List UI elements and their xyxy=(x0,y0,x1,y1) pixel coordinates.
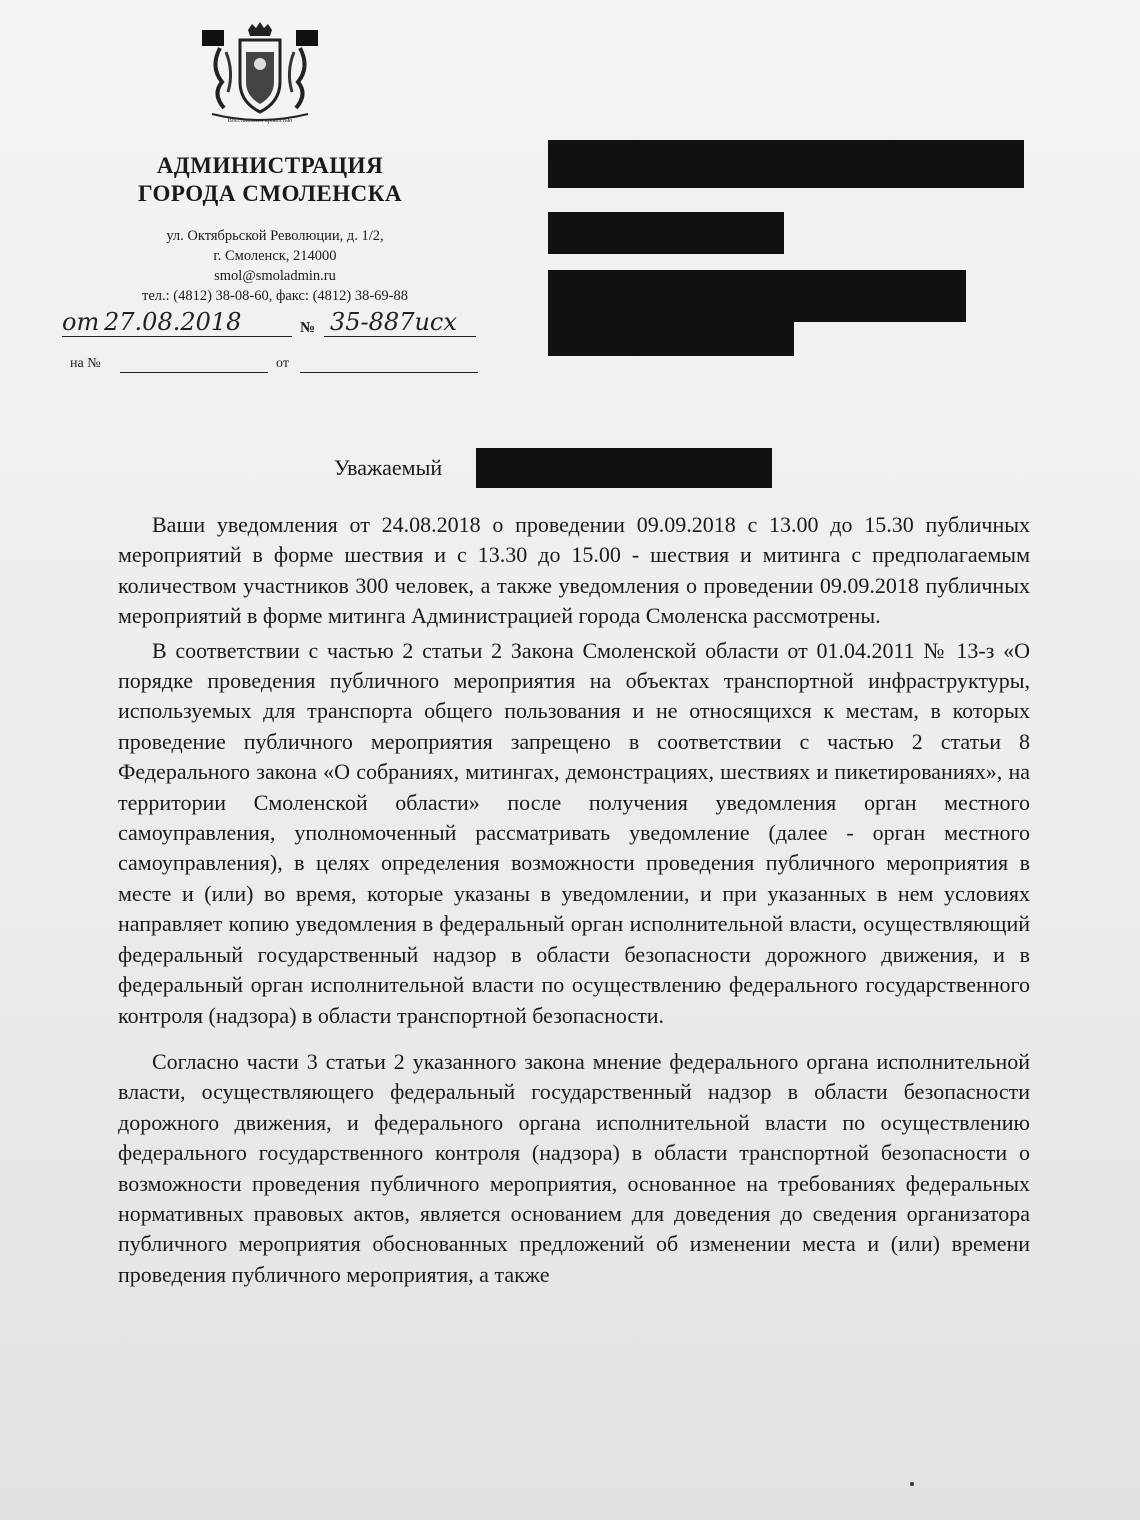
number-sign: № xyxy=(300,320,316,336)
redacted-recipient-line1 xyxy=(548,140,1024,188)
ref-date-blank xyxy=(300,372,478,373)
ref-date-label: от xyxy=(276,356,289,371)
address-city: г. Смоленск, 214000 xyxy=(213,248,337,264)
coat-motto: Восстановлен кровостью xyxy=(227,118,293,124)
handwritten-date: 27.08.2018 xyxy=(104,308,242,336)
greeting-word: Уважаемый xyxy=(334,455,443,480)
handwritten-number: 35-887исх xyxy=(330,308,457,336)
address-street: ул. Октябрьской Революции, д. 1/2, xyxy=(166,228,384,244)
organization-name xyxy=(100,152,440,208)
coat-of-arms-icon xyxy=(200,22,320,127)
org-name-line2: ГОРОДА СМОЛЕНСКА xyxy=(137,181,403,206)
redacted-recipient-line4 xyxy=(548,316,794,356)
greeting xyxy=(334,455,442,481)
outgoing-registration xyxy=(62,308,482,344)
redacted-recipient-line2 xyxy=(548,212,784,254)
incoming-reference xyxy=(70,356,490,378)
address-email: smol@smoladmin.ru xyxy=(214,268,336,284)
organization-address xyxy=(90,226,460,306)
ref-number-label: на № xyxy=(70,356,101,371)
handwritten-date-prefix: от xyxy=(62,308,100,336)
org-name-line1: АДМИНИСТРАЦИЯ xyxy=(156,153,384,178)
body-paragraph-1: Ваши уведомления от 24.08.2018 о проведении 09.09.2018 с 13.00 до 15.30 публичных мероприятий в форме шествия и с 13.30 до 15.00 - шествия и митинга с предполагаемым количеством участников 300 человек, а также уведомления о проведении 09.09.2018 публичных мероприятий в форме митинга Администрацией города Смоленска рассмотрены. xyxy=(118,512,1030,629)
address-phones: тел.: (4812) 38-08-60, факс: (4812) 38-69-88 xyxy=(141,288,409,304)
ref-number-blank xyxy=(120,372,268,373)
redacted-recipient-line3 xyxy=(548,270,966,322)
letter-body xyxy=(118,510,1030,1290)
number-underline xyxy=(324,308,476,337)
date-underline xyxy=(62,308,292,337)
body-paragraph-2: В соответствии с частью 2 статьи 2 Закона Смоленской области от 01.04.2011 № 13-з «О порядке проведения публичного мероприятия на объектах транспортной инфраструктуры, используемых для транспорта общего пользования и не относящихся к местам, в которых проведение публичного мероприятия запрещено в соответствии с частью 2 статьи 8 Федерального закона «О собраниях, митингах, демонстрациях, шествиях и пикетированиях», на территории Смоленской области» после получения уведомления орган местного самоуправления, уполномоченный рассматривать уведомление (далее - орган местного самоуправления), в целях определения возможности проведения публичного мероприятия в месте и (или) во время, которые указаны в уведомлении, и при указанных в нем условиях направляет копию уведомления в федеральный орган исполнительной власти, осуществляющий федеральный государственный надзор в области безопасности дорожного движения, и в федеральный орган исполнительной власти по осуществлению федерального государственного контроля (надзора) в области транспортной безопасности. xyxy=(118,637,1030,1028)
redacted-addressee-name xyxy=(476,448,772,488)
pen-mark xyxy=(910,1482,914,1486)
body-paragraph-3: Согласно части 3 статьи 2 указанного закона мнение федерального органа исполнительной власти, осуществляющего федеральный государственный надзор в области безопасности дорожного движения, и федерального органа исполнительной власти по осуществлению федерального государственного контроля (надзора) в области транспортной безопасности о возможности проведения публичного мероприятия, основанное на требованиях федеральных нормативных правовых актов, является основанием для доведения до сведения организатора публичного мероприятия обоснованных предложений об изменении места и (или) времени проведения публичного мероприятия, а также xyxy=(118,1048,1030,1287)
